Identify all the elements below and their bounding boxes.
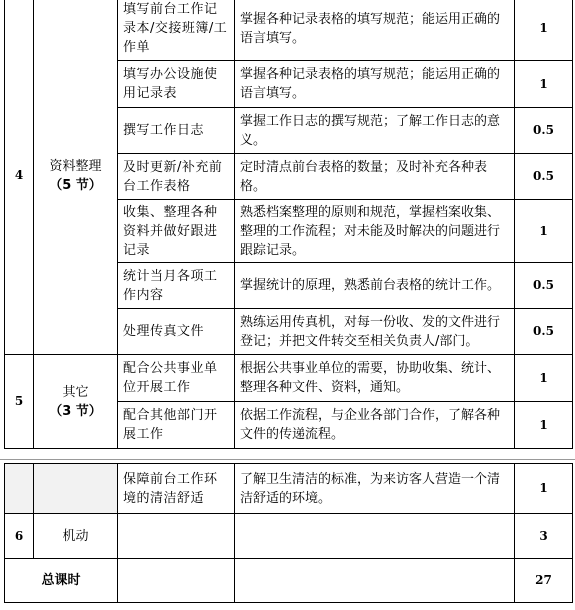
- task-hours: 1: [515, 61, 573, 108]
- module-name: 资料整理: [49, 158, 102, 174]
- page-break-divider: [0, 459, 575, 460]
- task-item: 填写办公设施使用记录表: [118, 61, 235, 108]
- task-hours: 0.5: [515, 263, 573, 309]
- task-hours: 1: [515, 402, 573, 449]
- task-item: 统计当月各项工作内容: [118, 263, 235, 309]
- task-requirement: 定时清点前台表格的数量；及时补充各种表格。: [235, 154, 515, 200]
- course-table-lower: [4, 463, 573, 603]
- task-item: 及时更新/补充前台工作表格: [118, 154, 235, 200]
- table-row: [5, 514, 573, 559]
- empty-cell: [235, 559, 515, 603]
- task-hours: 0.5: [515, 154, 573, 200]
- empty-cell: [235, 514, 515, 559]
- task-item: 收集、整理各种资料并做好跟进记录: [118, 200, 235, 263]
- module-name-cell: [34, 0, 118, 355]
- task-requirement: 掌握各种记录表格的填写规范；能运用正确的语言填写。: [235, 61, 515, 108]
- empty-cell: [34, 464, 118, 514]
- module-sessions: （5 节）: [49, 177, 102, 193]
- course-table-upper: [4, 0, 573, 449]
- task-item: 配合其他部门开展工作: [118, 402, 235, 449]
- module-number: 4: [5, 0, 34, 355]
- task-requirement: 熟悉档案整理的原则和规范，掌握档案收集、整理的工作流程；对未能及时解决的问题进行跟踪记录。: [235, 200, 515, 263]
- task-requirement: 掌握各种记录表格的填写规范；能运用正确的语言填写。: [235, 0, 515, 61]
- table-row: [5, 0, 573, 61]
- table-row: [5, 559, 573, 603]
- task-hours: 1: [515, 200, 573, 263]
- module-sessions: （3 节）: [49, 403, 102, 419]
- module-name: 其它: [62, 384, 89, 400]
- empty-cell: [118, 559, 235, 603]
- task-hours: 1: [515, 355, 573, 402]
- empty-cell: [118, 514, 235, 559]
- empty-cell: [5, 464, 34, 514]
- module-name: 机动: [34, 514, 118, 559]
- task-hours: 0.5: [515, 108, 573, 154]
- task-hours: 1: [515, 464, 573, 514]
- module-number: 6: [5, 514, 34, 559]
- task-requirement: 依据工作流程，与企业各部门合作，了解各种文件的传递流程。: [235, 402, 515, 449]
- task-hours: 1: [515, 0, 573, 61]
- total-hours-label: 总课时: [5, 559, 118, 603]
- task-item: 保障前台工作环境的清洁舒适: [118, 464, 235, 514]
- module-hours: 3: [515, 514, 573, 559]
- total-hours-value: 27: [515, 559, 573, 603]
- table-row: [5, 464, 573, 514]
- task-item: 填写前台工作记录本/交接班簿/工作单: [118, 0, 235, 61]
- task-item: 处理传真文件: [118, 309, 235, 355]
- task-requirement: 掌握统计的原理，熟悉前台表格的统计工作。: [235, 263, 515, 309]
- task-item: 撰写工作日志: [118, 108, 235, 154]
- task-requirement: 掌握工作日志的撰写规范；了解工作日志的意义。: [235, 108, 515, 154]
- task-requirement: 根据公共事业单位的需要，协助收集、统计、整理各种文件、资料，通知。: [235, 355, 515, 402]
- task-requirement: 熟练运用传真机，对每一份收、发的文件进行登记；并把文件转交至相关负责人/部门。: [235, 309, 515, 355]
- module-name-cell: [34, 355, 118, 449]
- task-item: 配合公共事业单位开展工作: [118, 355, 235, 402]
- module-number: 5: [5, 355, 34, 449]
- task-requirement: 了解卫生清洁的标准，为来访客人营造一个清洁舒适的环境。: [235, 464, 515, 514]
- table-row: [5, 355, 573, 402]
- task-hours: 0.5: [515, 309, 573, 355]
